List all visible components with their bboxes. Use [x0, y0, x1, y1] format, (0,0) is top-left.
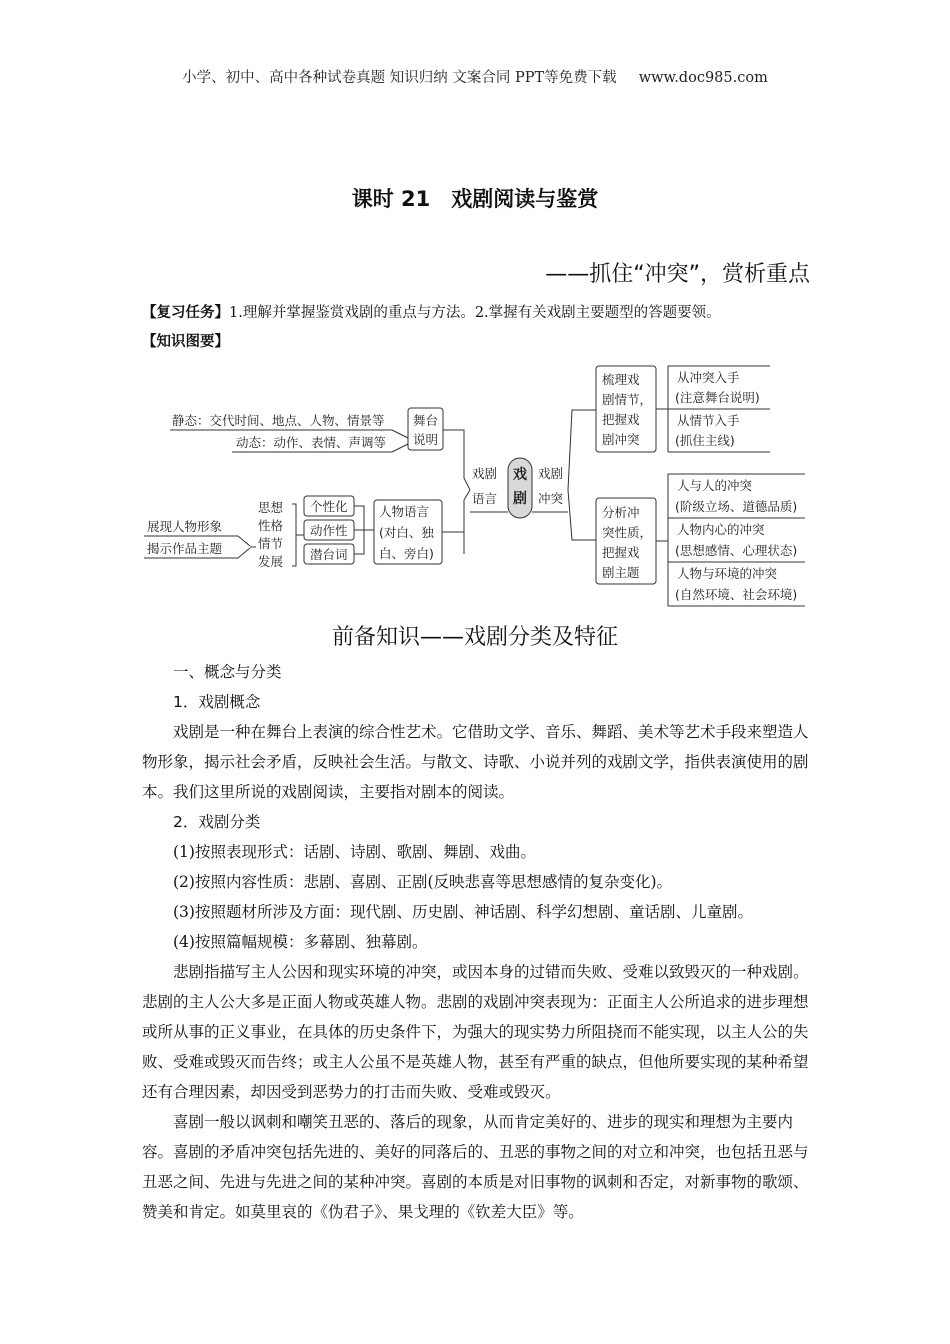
plot-box-line-1: 梳理戏 — [602, 372, 640, 387]
heading-drama-classification: 2．戏剧分类 — [173, 813, 261, 831]
static-text: 静态：交代时间、地点、人物、情景等 — [172, 413, 385, 428]
theme-box-line-2: 突性质， — [602, 525, 653, 540]
dynamic-text: 动态：动作、表情、声调等 — [236, 435, 387, 450]
conflict-to-bottom — [568, 490, 596, 540]
classification-item-3: (3)按照题材所涉及方面：现代剧、历史剧、神话剧、科学幻想剧、童话剧、儿童剧。 — [173, 903, 753, 921]
classification-item-1: (1)按照表现形式：话剧、诗剧、歌剧、舞剧、戏曲。 — [173, 843, 536, 861]
page-header — [0, 66, 950, 87]
stage-bracket — [392, 430, 408, 452]
theme-item-2-note: (思想感情、心理状态) — [675, 543, 798, 558]
paragraph-drama-concept: 戏剧是一种在舞台上表演的综合性艺术。它借助文学、音乐、舞蹈、美术等艺术手段来塑造人物形象，揭示社会矛盾，反映社会生活。与散文、诗歌、小说并列的戏剧文学，指供表演使用的剧本。我们这里所说的戏剧阅读，主要指对剧本的阅读。 — [142, 723, 809, 801]
lang-label-1: 戏剧 — [472, 466, 498, 481]
plot-box-line-2: 剧情节， — [602, 392, 653, 407]
classification-item-2: (2)按照内容性质：悲剧、喜剧、正剧(反映悲喜等思想感情的复杂变化)。 — [173, 873, 673, 891]
header-site-link[interactable]: www.doc985.com — [638, 70, 768, 86]
outcome-bracket — [238, 536, 256, 558]
stage-to-lang-line — [443, 430, 470, 490]
function-2: 性格 — [258, 518, 284, 533]
paragraph-comedy: 喜剧一般以讽刺和嘲笑丑恶的、落后的现象，从而肯定美好的、进步的现实和理想为主要内容。喜剧的矛盾冲突包括先进的、美好的同落后的、丑恶的事物之间的对立和冲突，也包括丑恶与丑恶之间、先进与先进之间的某种冲突。喜剧的本质是对旧事物的讽刺和否定，对新事物的歌颂、赞美和肯定。如莫里哀的《伪君子》、果戈理的《钦差大臣》等。 — [142, 1113, 809, 1221]
speech-box-line-3: 白、旁白) — [379, 546, 434, 561]
center-label-1: 戏 — [513, 467, 527, 483]
conflict-to-top — [568, 410, 596, 490]
heading-concept-classification: 一、概念与分类 — [173, 663, 282, 681]
function-bracket — [292, 504, 304, 566]
theme-bracket — [656, 474, 668, 606]
outcome-2: 揭示作品主题 — [147, 541, 223, 556]
plot-item-1-note: (注意舞台说明) — [675, 390, 760, 405]
article-body — [142, 657, 818, 1227]
plot-box-line-3: 把握戏 — [602, 412, 640, 427]
lesson-subtitle: ——抓住“冲突”，赏析重点 — [545, 262, 810, 287]
speech-box-line-2: (对白、独 — [379, 525, 434, 540]
stage-box-line-2: 说明 — [413, 432, 439, 447]
speech-box-line-1: 人物语言 — [379, 504, 430, 519]
theme-box-line-3: 把握戏 — [602, 545, 640, 560]
knowledge-mind-map — [130, 355, 820, 615]
section-title: 前备知识——戏剧分类及特征 — [331, 625, 618, 650]
function-4: 发展 — [258, 554, 284, 569]
review-task-text: 1.理解并掌握鉴赏戏剧的重点与方法。2.掌握有关戏剧主要题型的答题要领。 — [229, 305, 721, 321]
paragraph-tragedy: 悲剧指描写主人公因和现实环境的冲突，或因本身的过错而失败、受难以致毁灭的一种戏剧。悲剧的主人公大多是正面人物或英雄人物。悲剧的戏剧冲突表现为：正面主人公所追求的进步理想或所从事的正义事业，在具体的历史条件下，为强大的现实势力所阻挠而不能实现，以主人公的失败、受难或毁灭而告终；或主人公虽不是英雄人物，甚至有严重的缺点，但他所要实现的某种希望还有合理因素，却因受到恶势力的打击而失败、受难或毁灭。 — [142, 963, 809, 1101]
center-label-2: 剧 — [513, 491, 527, 507]
plot-box-line-4: 剧冲突 — [602, 432, 640, 447]
theme-item-3-title: 人物与环境的冲突 — [677, 566, 778, 581]
outcome-1: 展现人物形象 — [147, 519, 223, 534]
knowledge-map-label: 【知识图要】 — [142, 334, 229, 350]
trait-2: 动作性 — [310, 523, 348, 538]
theme-box-line-1: 分析冲 — [602, 505, 640, 520]
heading-drama-concept: 1．戏剧概念 — [173, 693, 261, 711]
function-3: 情节 — [258, 536, 284, 551]
trait-1: 个性化 — [310, 499, 348, 514]
stage-box-line-1: 舞台 — [413, 413, 439, 428]
trait-bracket — [354, 506, 374, 554]
classification-item-4: (4)按照篇幅规模：多幕剧、独幕剧。 — [173, 933, 428, 951]
theme-item-3-note: (自然环境、社会环境) — [675, 587, 798, 602]
theme-item-2-title: 人物内心的冲突 — [677, 522, 765, 537]
plot-item-1-title: 从冲突入手 — [677, 370, 740, 385]
conflict-label-1: 戏剧 — [538, 466, 564, 481]
plot-item-2-title: 从情节入手 — [677, 413, 740, 428]
theme-item-1-note: (阶级立场、道德品质) — [675, 499, 798, 514]
function-1: 思想 — [258, 500, 284, 515]
plot-bracket — [656, 366, 668, 452]
review-task — [142, 301, 721, 322]
lesson-title: 课时 21 戏剧阅读与鉴赏 — [351, 187, 599, 211]
theme-item-1-title: 人与人的冲突 — [677, 478, 753, 493]
theme-box-line-4: 剧主题 — [602, 565, 640, 580]
header-text: 小学、初中、高中各种试卷真题 知识归纳 文案合同 PPT等免费下载 — [182, 70, 617, 86]
review-task-label: 【复习任务】 — [142, 305, 229, 321]
lang-label-2: 语言 — [472, 491, 498, 506]
plot-item-2-note: (抓住主线) — [675, 433, 735, 448]
trait-3: 潜台词 — [310, 547, 348, 562]
lang-bottom-line — [464, 490, 470, 554]
conflict-label-2: 冲突 — [538, 491, 564, 506]
